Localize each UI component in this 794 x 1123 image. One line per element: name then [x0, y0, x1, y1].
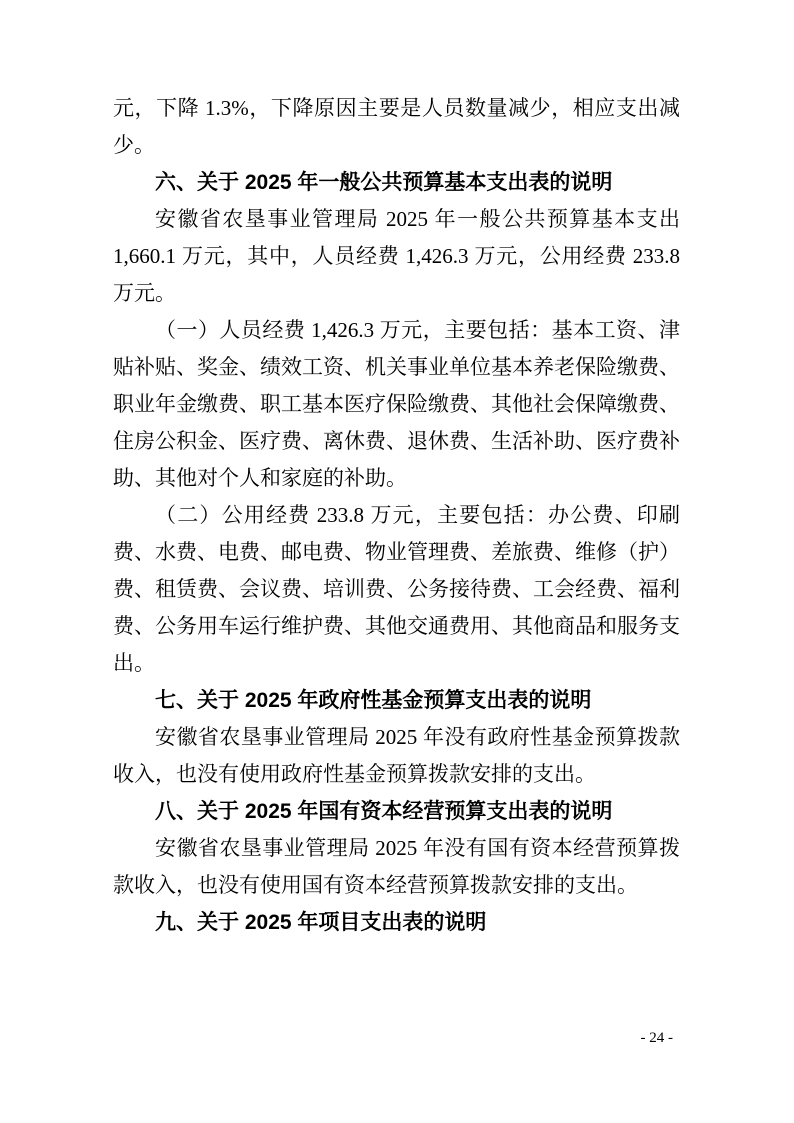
section-heading-9: 九、关于 2025 年项目支出表的说明 [155, 911, 487, 934]
document-body [113, 90, 680, 941]
section-heading-6: 六、关于 2025 年一般公共预算基本支出表的说明 [155, 171, 613, 194]
paragraph-section8-body: 安徽省农垦事业管理局 2025 年没有国有资本经营预算拨款收入，也没有使用国有资本经营预算拨款安排的支出。 [113, 836, 680, 897]
page-footer [641, 1028, 674, 1048]
section-heading-7: 七、关于 2025 年政府性基金预算支出表的说明 [155, 689, 592, 712]
paragraph-section6-intro: 安徽省农垦事业管理局 2025 年一般公共预算基本支出 1,660.1 万元，其中，人员经费 1,426.3 万元，公用经费 233.8 万元。 [113, 207, 680, 305]
paragraph-continuation: 元，下降 1.3%，下降原因主要是人员数量减少，相应支出减少。 [113, 96, 680, 157]
paragraph-personnel-expenses: （一）人员经费 1,426.3 万元，主要包括：基本工资、津贴补贴、奖金、绩效工资、机关事业单位基本养老保险缴费、职业年金缴费、职工基本医疗保险缴费、其他社会保障缴费、住房公积金、医疗费、离休费、退休费、生活补助、医疗费补助、其他对个人和家庭的补助。 [113, 318, 680, 490]
paragraph-public-expenses: （二）公用经费 233.8 万元，主要包括：办公费、印刷费、水费、电费、邮电费、物业管理费、差旅费、维修（护）费、租赁费、会议费、培训费、公务接待费、工会经费、福利费、公务用车运行维护费、其他交通费用、其他商品和服务支出。 [113, 503, 680, 675]
paragraph-section7-body: 安徽省农垦事业管理局 2025 年没有政府性基金预算拨款收入，也没有使用政府性基金预算拨款安排的支出。 [113, 725, 680, 786]
page-number: - 24 - [640, 1030, 673, 1046]
section-heading-8: 八、关于 2025 年国有资本经营预算支出表的说明 [155, 800, 613, 823]
